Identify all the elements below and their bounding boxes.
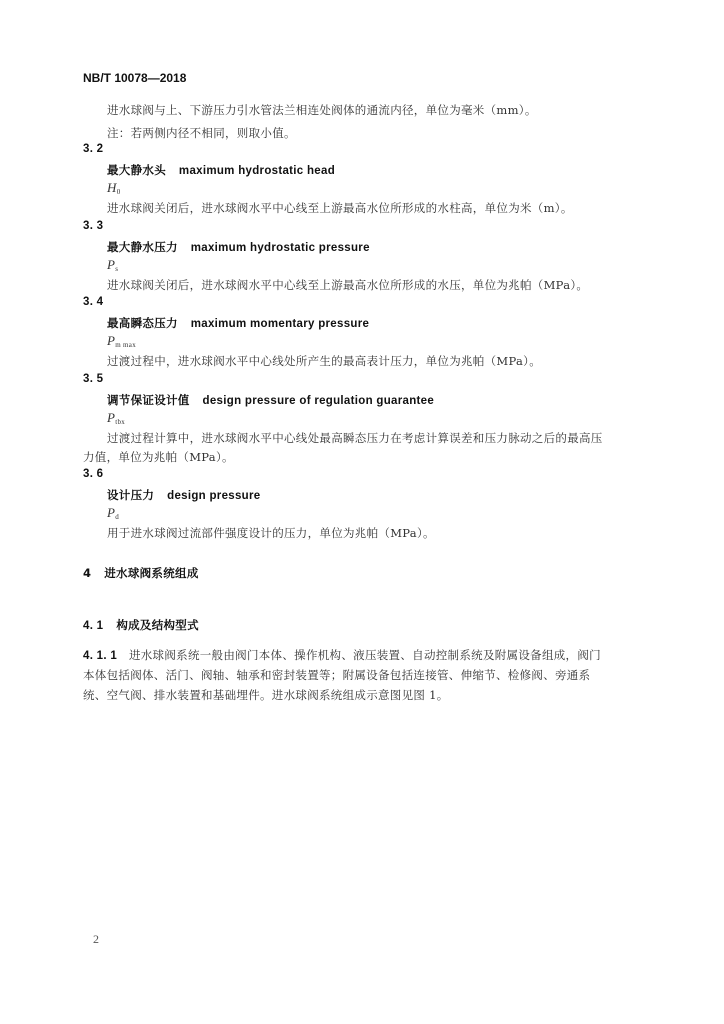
term-heading [107, 392, 434, 408]
subsection-heading [83, 617, 199, 633]
clause-4-1-1-line-1 [83, 647, 601, 663]
standard-code-header: NB/T 10078—2018 [83, 71, 187, 85]
section-heading [83, 565, 199, 581]
term-definition-line-2: 力值，单位为兆帕（MPa）。 [83, 450, 234, 464]
term-definition: 进水球阀关闭后，进水球阀水平中心线至上游最高水位所形成的水压，单位为兆帕（MPa）。 [107, 278, 589, 292]
term-number: 3. 6 [83, 468, 104, 480]
term-english: maximum hydrostatic head [178, 165, 336, 177]
term-number: 3. 5 [83, 373, 104, 385]
symbol-subscript: d [115, 513, 120, 521]
clause-text: 进水球阀系统一般由阀门本体、操作机构、液压装置、自动控制系统及附属设备组成，阀门 [128, 648, 601, 662]
term-definition: 过渡过程中，进水球阀水平中心线处所产生的最高表计压力，单位为兆帕（MPa）。 [107, 354, 541, 368]
term-symbol [107, 257, 118, 273]
term-chinese: 设计压力 [107, 488, 155, 502]
symbol-letter: P [107, 333, 116, 348]
term-english: maximum momentary pressure [190, 318, 370, 330]
term-number: 3. 4 [83, 296, 104, 308]
symbol-subscript: m max [115, 341, 136, 349]
term-definition: 用于进水球阀过流部件强度设计的压力，单位为兆帕（MPa）。 [107, 526, 435, 540]
term-chinese: 最大静水头 [107, 163, 166, 177]
term-english: design pressure [167, 490, 261, 502]
term-heading [107, 162, 335, 178]
term-symbol [107, 410, 125, 426]
symbol-subscript: s [115, 265, 119, 273]
clause-3-1-continuation: 进水球阀与上、下游压力引水管法兰相连处阀体的通流内径，单位为毫米（mm）。 [107, 103, 537, 117]
subsection-title: 构成及结构型式 [116, 618, 199, 632]
term-symbol [107, 505, 119, 521]
term-definition: 进水球阀关闭后，进水球阀水平中心线至上游最高水位所形成的水柱高，单位为米（m）。 [107, 201, 573, 215]
subsection-number: 4. 1 [83, 620, 104, 632]
term-english: maximum hydrostatic pressure [190, 242, 370, 254]
term-number: 3. 2 [83, 143, 104, 155]
term-heading [107, 315, 369, 331]
term-symbol [107, 333, 136, 349]
term-number: 3. 3 [83, 220, 104, 232]
clause-number: 4. 1. 1 [83, 650, 118, 662]
clause-4-1-1-line-2: 本体包括阀体、活门、阀轴、轴承和密封装置等；附属设备包括连接管、伸缩节、检修阀、旁通系 [83, 668, 591, 682]
term-chinese: 调节保证设计值 [107, 393, 190, 407]
page-number: 2 [93, 932, 100, 946]
section-title: 进水球阀系统组成 [104, 566, 199, 580]
clause-4-1-1-line-3: 统、空气阀、排水装置和基础埋件。进水球阀系统组成示意图见图 1。 [83, 688, 449, 702]
term-chinese: 最高瞬态压力 [107, 316, 178, 330]
symbol-letter: P [107, 505, 116, 520]
term-heading [107, 487, 260, 503]
symbol-letter: P [107, 410, 116, 425]
section-number: 4 [83, 566, 92, 580]
term-definition-line-1: 过渡过程计算中，进水球阀水平中心线处最高瞬态压力在考虑计算误差和压力脉动之后的最高压 [107, 431, 603, 445]
term-english: design pressure of regulation guarantee [202, 395, 435, 407]
symbol-letter: H [107, 180, 117, 195]
term-chinese: 最大静水压力 [107, 240, 178, 254]
term-heading [107, 239, 370, 255]
symbol-letter: P [107, 257, 116, 272]
clause-3-1-note: 注：若两侧内径不相同，则取小值。 [107, 126, 296, 140]
term-symbol [107, 180, 121, 196]
symbol-subscript: 0 [116, 188, 121, 196]
symbol-subscript: tbx [115, 418, 126, 426]
